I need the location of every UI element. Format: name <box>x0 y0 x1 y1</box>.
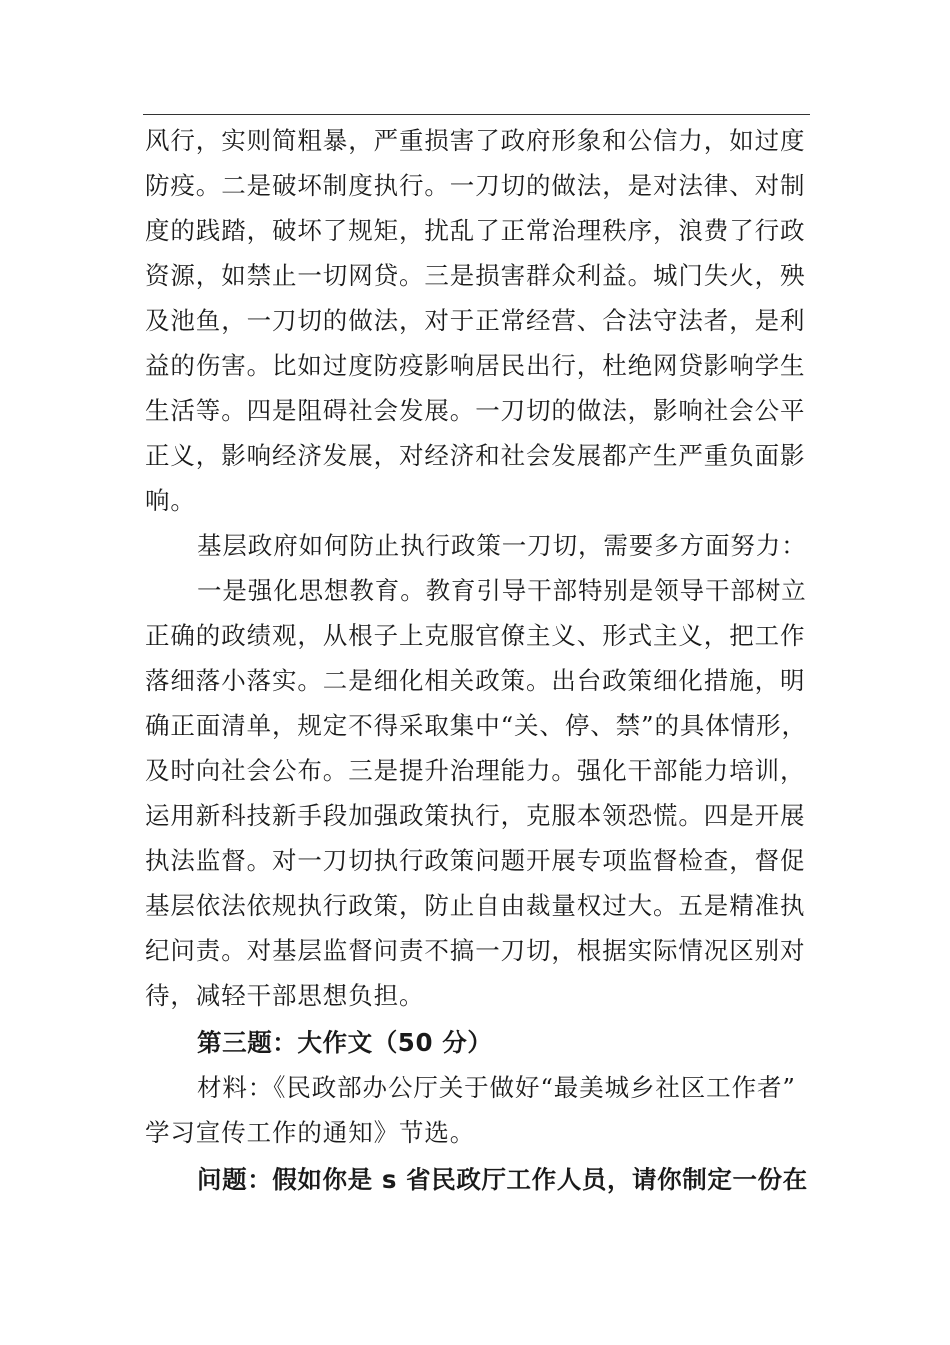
text-line: 生活等。四是阻碍社会发展。一刀切的做法，影响社会公平 <box>145 396 806 425</box>
text-line: 一是强化思想教育。教育引导干部特别是领导干部树立 <box>197 576 807 605</box>
text-line: 纪问责。对基层监督问责不搞一刀切，根据实际情况区别对 <box>145 936 806 965</box>
text-line: 待，减轻干部思想负担。 <box>145 981 425 1010</box>
text-line: 落细落小落实。二是细化相关政策。出台政策细化措施，明 <box>145 666 806 695</box>
text-line: 基层政府如何防止执行政策一刀切，需要多方面努力： <box>197 531 807 560</box>
header-rule <box>143 114 810 115</box>
text-line: 正义，影响经济发展，对经济和社会发展都产生严重负面影 <box>145 441 806 470</box>
document-body <box>145 118 809 1202</box>
text-line: 基层依法依规执行政策，防止自由裁量权过大。五是精准执 <box>145 891 806 920</box>
text-line: 及池鱼，一刀切的做法，对于正常经营、合法守法者，是利 <box>145 306 806 335</box>
text-line: 正确的政绩观，从根子上克服官僚主义、形式主义，把工作 <box>145 621 806 650</box>
text-line: 防疫。二是破坏制度执行。一刀切的做法，是对法律、对制 <box>145 171 806 200</box>
text-line: 确正面清单，规定不得采取集中“关、停、禁”的具体情形， <box>145 711 807 740</box>
text-line: 响。 <box>145 486 196 515</box>
question-line: 问题：假如你是 s 省民政厅工作人员，请你制定一份在 <box>197 1165 808 1194</box>
text-line: 度的践踏，破坏了规矩，扰乱了正常治理秩序，浪费了行政 <box>145 216 806 245</box>
material-paragraph <box>145 1065 809 1155</box>
text-line: 风行，实则简粗暴，严重损害了政府形象和公信力，如过度 <box>145 126 806 155</box>
text-line: 及时向社会公布。三是提升治理能力。强化干部能力培训， <box>145 756 806 785</box>
text-line: 学习宣传工作的通知》节选。 <box>145 1118 476 1147</box>
paragraph-consequences <box>145 118 809 523</box>
text-line: 运用新科技新手段加强政策执行，克服本领恐慌。四是开展 <box>145 801 806 830</box>
paragraph-intro-measures <box>145 523 809 568</box>
text-line: 材料：《民政部办公厅关于做好“最美城乡社区工作者” <box>197 1073 796 1102</box>
section-heading: 第三题：大作文（50 分） <box>197 1028 493 1057</box>
text-line: 益的伤害。比如过度防疫影响居民出行，杜绝网贷影响学生 <box>145 351 806 380</box>
text-line: 资源，如禁止一切网贷。三是损害群众利益。城门失火，殃 <box>145 261 806 290</box>
paragraph-measures <box>145 568 809 1018</box>
text-line: 执法监督。对一刀切执行政策问题开展专项监督检查，督促 <box>145 846 806 875</box>
